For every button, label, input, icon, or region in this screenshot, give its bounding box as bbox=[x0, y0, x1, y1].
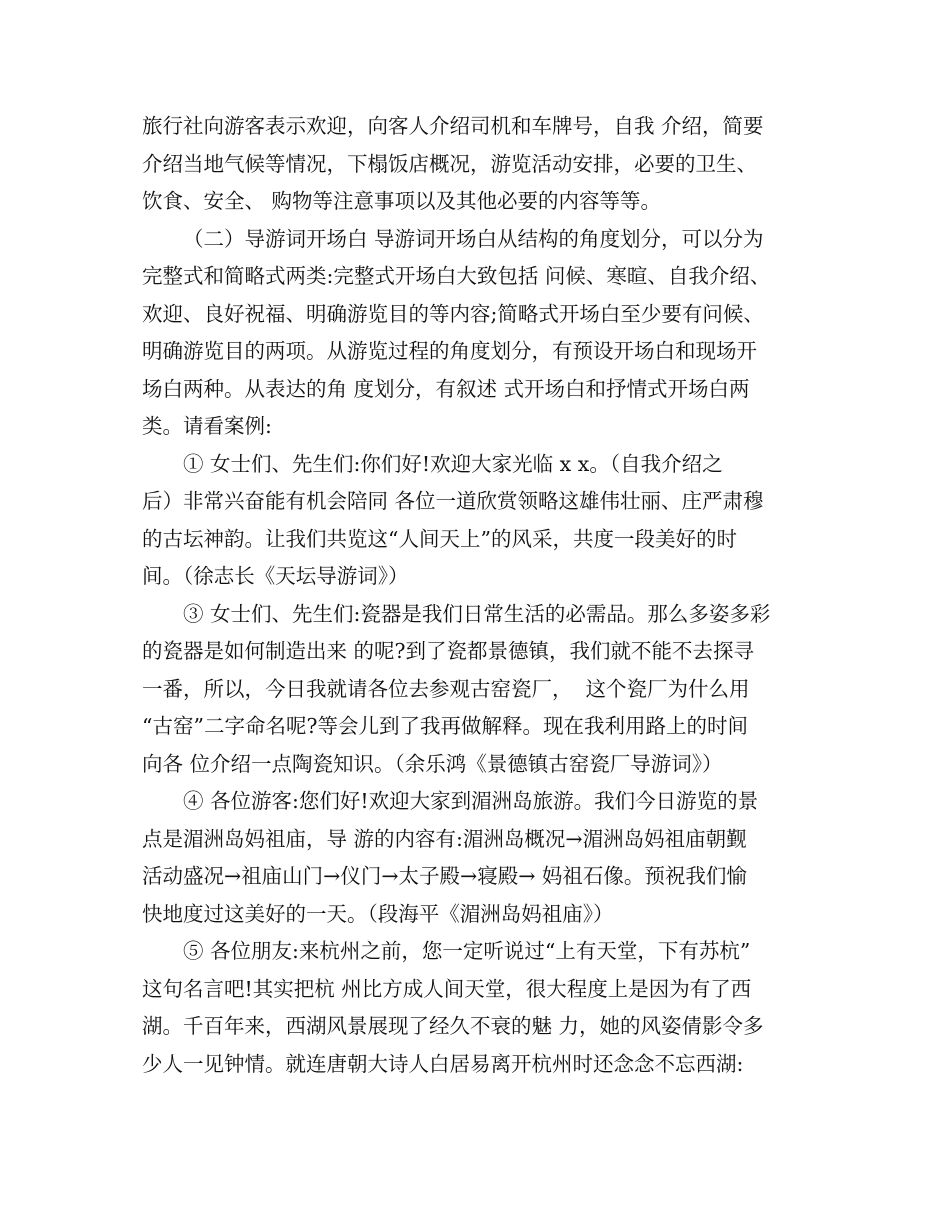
text-line: 的瓷器是如何制造出来 的呢?到了瓷都景德镇，我们就不能不去探寻 bbox=[142, 639, 755, 663]
text-line: 快地度过这美好的一天。（段海平《湄洲岛妈祖庙》） bbox=[142, 901, 614, 926]
text-line: 间。（徐志长《天坛导游词》） bbox=[142, 564, 409, 588]
paragraph-case-4 bbox=[142, 783, 812, 933]
paragraph-case-1 bbox=[142, 446, 812, 596]
text-line: 少人一见钟情。就连唐朝大诗人白居易离开杭州时还念念不忘西湖: bbox=[142, 1051, 744, 1076]
text-line: 饮食、安全、 购物等注意事项以及其他必要的内容等等。 bbox=[142, 189, 662, 213]
text-line: 向各 位介绍一点陶瓷知识。（余乐鸿《景德镇古窑瓷厂导游词》） bbox=[142, 751, 723, 776]
text-line: 这句名言吧!其实把杭 州比方成人间天堂，很大程度上是因为有了西 bbox=[142, 976, 752, 1001]
paragraph-case-5 bbox=[142, 933, 812, 1083]
text-line: 旅行社向游客表示欢迎，向客人介绍司机和车牌号，自我 介绍，简要 bbox=[142, 114, 764, 138]
text-line: 点是湄洲岛妈祖庙，导 游的内容有:湄洲岛概况→湄洲岛妈祖庙朝觐 bbox=[142, 826, 747, 851]
document-body bbox=[142, 108, 812, 1083]
text-line: ④ 各位游客:您们好!欢迎大家到湄洲岛旅游。我们今日游览的景 bbox=[183, 789, 759, 813]
text-line: （二）导游词开场白 导游词开场白从结构的角度划分，可以分为 bbox=[183, 226, 764, 251]
text-line: 后）非常兴奋能有机会陪同 各位一道欣赏领略这雄伟壮丽、庄严肃穆 bbox=[142, 489, 764, 513]
text-line: 湖。千百年来，西湖风景展现了经久不衰的魅 力，她的风姿倩影令多 bbox=[142, 1014, 764, 1038]
text-line: ③ 女士们、先生们:瓷器是我们日常生活的必需品。那么多姿多彩 bbox=[183, 601, 771, 626]
paragraph-case-3 bbox=[142, 596, 812, 784]
text-line: “古窑”二字命名呢?等会儿到了我再做解释。现在我利用路上的时间 bbox=[142, 714, 748, 738]
text-line: 场白两种。从表达的角 度划分，有叙述 式开场白和抒情式开场白两 bbox=[142, 376, 750, 401]
text-line: ⑤ 各位朋友:来杭州之前，您一定听说过“上有天堂，下有苏杭” bbox=[183, 939, 751, 963]
text-line: 活动盛况→祖庙山门→仪门→太子殿→寝殿→ 妈祖石像。预祝我们愉 bbox=[142, 864, 747, 888]
paragraph-opening-section bbox=[142, 221, 812, 446]
text-line: 明确游览目的两项。从游览过程的角度划分，有预设开场白和现场开 bbox=[142, 339, 757, 363]
text-line: ① 女士们、先生们:你们好!欢迎大家光临 x x。（自我介绍之 bbox=[183, 451, 723, 476]
paragraph-intro-continued bbox=[142, 108, 812, 221]
text-line: 的古坛神韵。让我们共览这“人间天上”的风采，共度一段美好的时 bbox=[142, 526, 737, 551]
text-line: 介绍当地气候等情况，下榻饭店概况，游览活动安排，必要的卫生、 bbox=[142, 151, 757, 176]
text-line: 一番，所以，今日我就请各位去参观古窑瓷厂， 这个瓷厂为什么用 bbox=[142, 676, 750, 701]
text-line: 类。请看案例: bbox=[142, 414, 272, 438]
text-line: 完整式和简略式两类:完整式开场白大致包括 问候、寒暄、自我介绍、 bbox=[142, 264, 771, 288]
text-line: 欢迎、良好祝福、明确游览目的等内容;简略式开场白至少要有问候、 bbox=[142, 301, 764, 326]
